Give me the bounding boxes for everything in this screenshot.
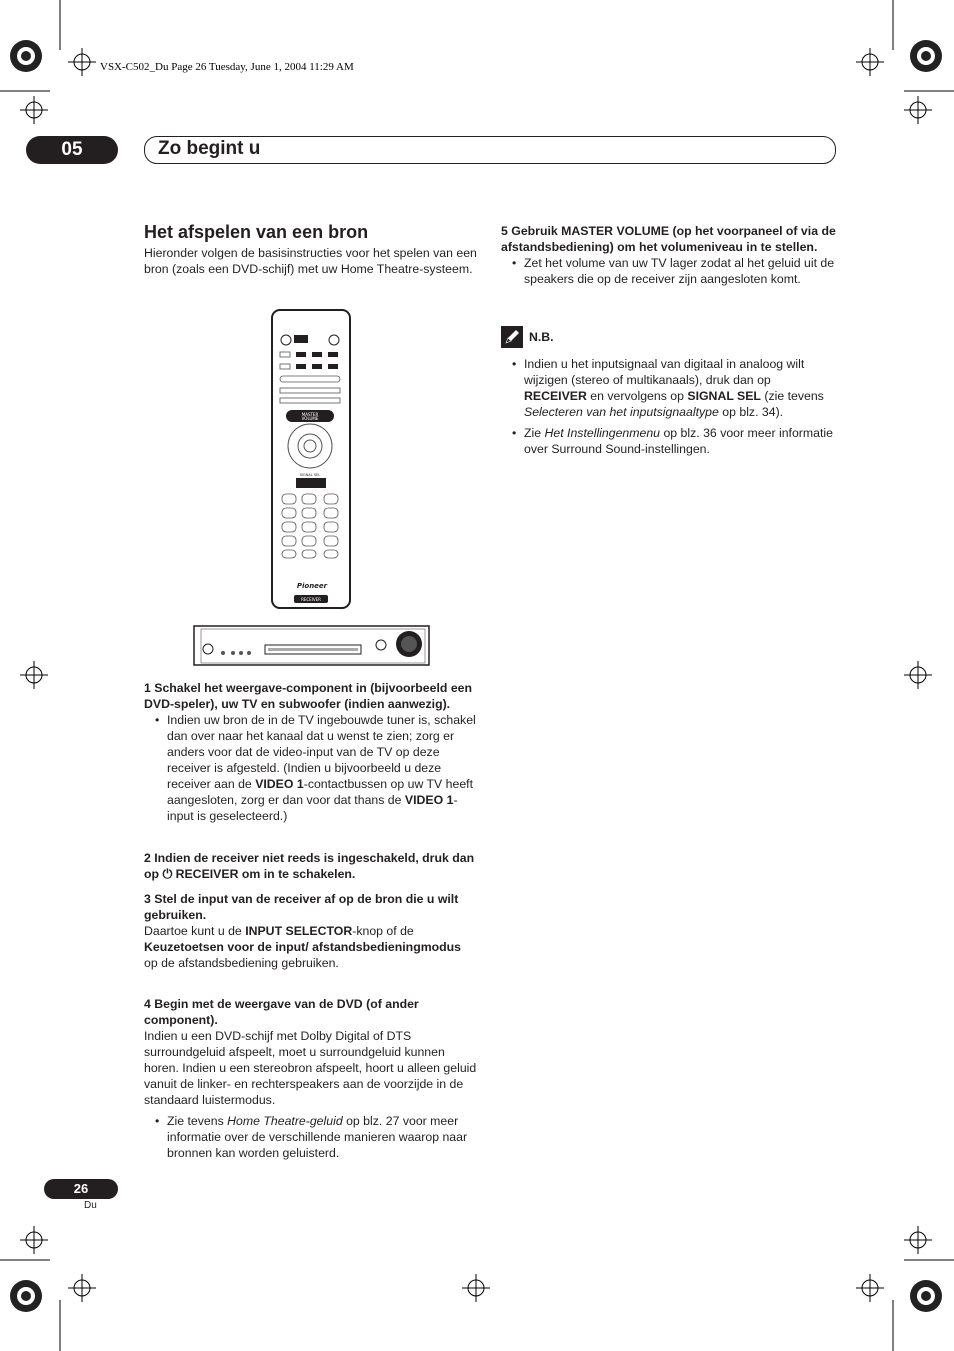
print-header: VSX-C502_Du Page 26 Tuesday, June 1, 2004 11:29 AM xyxy=(100,61,354,73)
step-5-heading: 5 Gebruik MASTER VOLUME (op het voorpaneel of via de afstandsbediening) om het volumeniveau in te stellen. xyxy=(501,224,836,254)
bullet-icon: • xyxy=(155,713,160,727)
step-4-body: Indien u een DVD-schijf met Dolby Digital of DTS surroundgeluid afspeelt, moet u surroundgeluid kunnen horen. Indien u een stereobron afspeelt, hoort u alleen geluid vanuit de linker- en rechterspeakers aan de voorzijde in de standaard luistermodus. xyxy=(144,1029,477,1107)
note-pencil-icon xyxy=(501,326,523,348)
step-1-heading: 1 Schakel het weergave-component in (bijvoorbeeld een DVD-speler), uw TV en subwoofer (indien aanwezig). xyxy=(144,681,473,711)
step-4-bullet: • Zie tevens Home Theatre-geluid op blz. 27 voor meer informatie over de verschillende manieren waarop naar bronnen kan worden geluisterd. xyxy=(155,1114,468,1160)
signal-sel-label: SIGNAL SEL xyxy=(299,473,321,477)
note-box xyxy=(501,326,836,457)
step-3 xyxy=(144,891,478,971)
brand-logo: Pioneer xyxy=(296,582,328,590)
chapter-title: Zo begint u xyxy=(158,138,261,159)
step-3-body: Daartoe kunt u de INPUT SELECTOR-knop of de Keuzetoetsen voor de input/ afstandsbedieningmodus op de afstandsbediening gebruiken. xyxy=(144,924,462,970)
note-label: N.B. xyxy=(529,330,554,344)
volume-label: VOLUME xyxy=(301,416,319,421)
master-label: MASTER xyxy=(301,412,319,417)
step-5-bullet: • Zet het volume van uw TV lager zodat al het geluid uit de speakers die op de receiver zijn aangesloten komt. xyxy=(512,256,835,286)
note-bullet-1: • Indien u het inputsignaal van digitaal in analoog wilt wijzigen (stereo of multikanaals), druk dan op RECEIVER en vervolgens op SIGNAL SEL (zie tevens Selecteren van het inputsignaaltype op blz. 34). xyxy=(512,357,824,419)
step-5 xyxy=(501,223,836,287)
page-language: Du xyxy=(84,1200,97,1211)
remote-bottom-label: RECEIVER xyxy=(301,597,321,602)
step-3-heading: 3 Stel de input van de receiver af op de bron die u wilt gebruiken. xyxy=(144,892,459,922)
section-intro: Hieronder volgen de basisinstructies voor het spelen van een bron (zoals een DVD-schijf) met uw Home Theatre-systeem. xyxy=(144,246,477,276)
bullet-icon: • xyxy=(512,426,517,440)
step-4-heading: 4 Begin met de weergave van de DVD (of ander component). xyxy=(144,997,419,1027)
bullet-icon: • xyxy=(512,357,517,371)
power-icon: ⏻ xyxy=(162,867,173,881)
note-header xyxy=(501,326,836,348)
note-bullet-2: • Zie Het Instellingenmenu op blz. 36 voor meer informatie over Surround Sound-instellingen. xyxy=(512,426,833,456)
step-1-bullet: • Indien uw bron de in de TV ingebouwde tuner is, schakel dan over naar het kanaal dat u wenst te zien; zorg er anders voor dat de video-input van de TV op deze receiver is afgesteld. (Indien u bijvoorbeeld u deze receiver aan de VIDEO 1-contactbussen op uw TV heeft aangesloten, zorg er dan voor dat thans de VIDEO 1-input is geselecteerd.) xyxy=(155,713,476,823)
step-4 xyxy=(144,996,478,1161)
step-1 xyxy=(144,680,478,824)
bullet-icon: • xyxy=(512,256,517,270)
step-2-heading: 2 Indien de receiver niet reeds is ingeschakeld, druk dan op ⏻ RECEIVER om in te schakelen. xyxy=(144,851,475,881)
remote-control-illustration xyxy=(268,308,354,610)
section-title: Het afspelen van een bron xyxy=(144,222,369,242)
chapter-number: 05 xyxy=(26,136,118,164)
receiver-illustration xyxy=(193,625,431,667)
page-number: 26 xyxy=(44,1179,118,1199)
bullet-icon: • xyxy=(155,1114,160,1128)
